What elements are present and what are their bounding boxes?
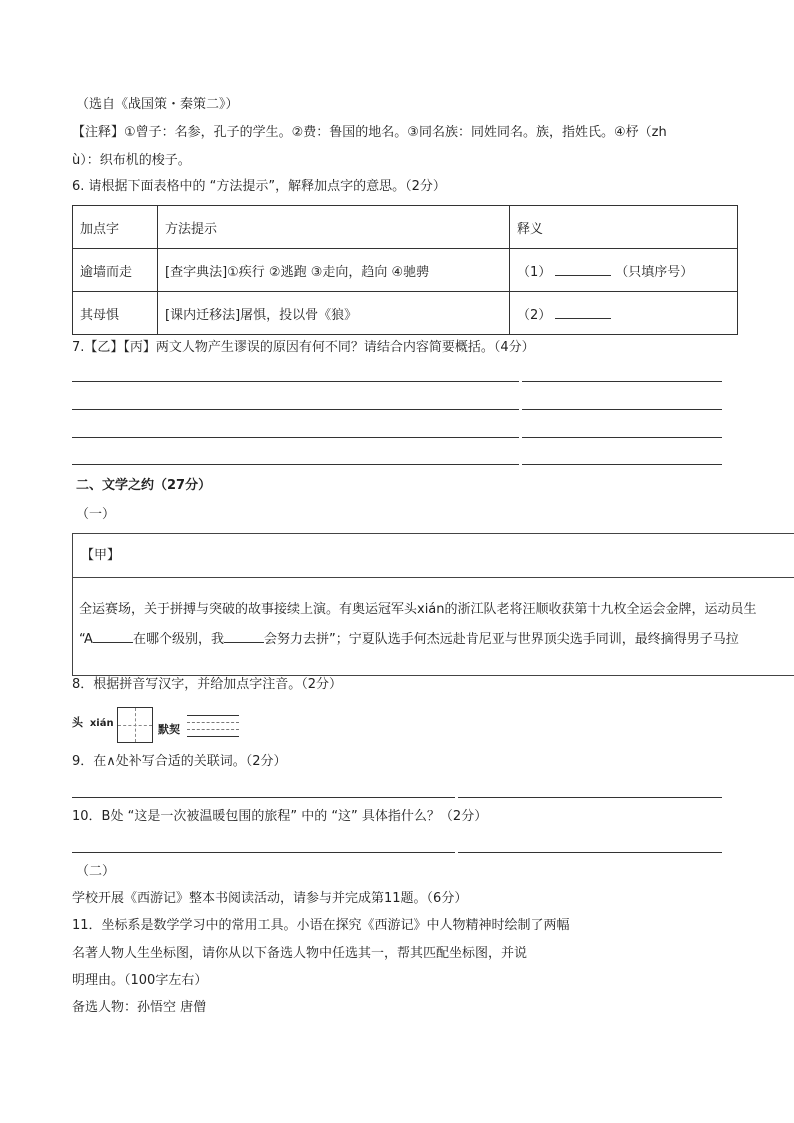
header-word: 加点字 — [73, 206, 158, 249]
part-label-1: （一） — [76, 507, 116, 522]
passage-text-2b: 在哪个级别，我 — [132, 632, 224, 647]
pinyin-text: xián — [89, 718, 114, 729]
answer-line[interactable] — [72, 437, 519, 438]
source-citation: （选自《战国策・秦策二》） — [76, 97, 239, 112]
answer-line[interactable] — [522, 437, 722, 438]
character-writing-box[interactable] — [117, 707, 153, 743]
row-word: 其母惧 — [73, 292, 158, 335]
pinyin-prompt — [72, 714, 114, 730]
passage-line-1 — [79, 598, 757, 617]
question-11-line-2: 名著人物人生坐标图，请你从以下备选人物中任选其一，帮其匹配坐标图，并说 — [72, 946, 528, 961]
passage-jia-box — [72, 533, 794, 676]
reading-activity-intro: 学校开展《西游记》整本书阅读活动，请参与并完成第11题。（6分） — [72, 891, 468, 906]
answer-line[interactable] — [72, 409, 519, 410]
answer-line[interactable] — [522, 381, 722, 382]
passage-text-2c: 会努力去拼”；宁夏队选手何杰远赴肯尼亚与世界顶尖选手同训，最终摘得男子马拉 — [263, 632, 739, 647]
question-10-prompt: 10．B处 “这是一次被温暖包围的旅程” 中的 “这” 具体指什么？（2分） — [72, 809, 488, 824]
annotation-line-1: 【注释】①曾子：名参，孔子的学生。②费：鲁国的地名。③同名族：同姓同名。族，指姓氏。④杼（zh — [72, 125, 667, 140]
row-method: [查字典法]①疾行 ②逃跑 ③走向，趋向 ④驰骋 — [158, 249, 510, 292]
box-divider — [73, 577, 794, 578]
pinyin-line[interactable] — [187, 736, 239, 738]
answer-line[interactable] — [72, 381, 519, 382]
passage-line-2 — [79, 628, 739, 647]
answer-blank-2[interactable] — [555, 306, 611, 319]
answer-blank-1[interactable] — [555, 263, 611, 276]
method-hint-table — [72, 205, 738, 335]
header-meaning: 释义 — [510, 206, 738, 249]
header-method: 方法提示 — [158, 206, 510, 249]
table-row — [73, 249, 738, 292]
answer-line[interactable] — [72, 464, 519, 465]
row-answer[interactable] — [510, 249, 738, 292]
answer-line[interactable] — [458, 797, 722, 798]
answer-hint: （只填序号） — [615, 264, 694, 280]
answer-line[interactable] — [522, 464, 722, 465]
table-row — [73, 292, 738, 335]
question-7-prompt: 7.【乙】【丙】两文人物产生谬误的原因有何不同？请结合内容简要概括。（4分） — [72, 340, 535, 355]
passage-label: 【甲】 — [81, 548, 121, 563]
question-11-line-3: 明理由。（100字左右） — [72, 973, 208, 988]
part-label-2: （二） — [76, 864, 116, 879]
answer-line[interactable] — [72, 797, 455, 798]
table-header-row — [73, 206, 738, 249]
blank-a[interactable] — [93, 630, 133, 643]
row-word: 逾墙而走 — [73, 249, 158, 292]
answer-line[interactable] — [458, 852, 722, 853]
row-method: [课内迁移法]屠惧，投以骨《狼》 — [158, 292, 510, 335]
annotation-line-2: ù）：织布机的梭子。 — [72, 153, 191, 168]
question-6-prompt: 6. 请根据下面表格中的 “方法提示”，解释加点字的意思。（2分） — [72, 179, 446, 194]
pinyin-line[interactable] — [187, 729, 239, 731]
passage-text-1: 全运赛场，关于拼搏与突破的故事接续上演。有奥运冠军头xián的浙江队老将汪顺收获第十九枚全运会金牌，运动员生 — [79, 602, 757, 617]
answer-line[interactable] — [72, 852, 455, 853]
passage-text-2a: “A — [79, 632, 93, 647]
word-moqi: 默契 — [158, 723, 180, 736]
answer-line[interactable] — [522, 409, 722, 410]
blank-caret[interactable] — [224, 630, 264, 643]
question-11-line-1: 11．坐标系是数学学习中的常用工具。小语在探究《西游记》中人物精神时绘制了两幅 — [72, 918, 570, 933]
question-9-prompt: 9．在∧处补写合适的关联词。（2分） — [72, 754, 287, 769]
question-8-prompt: 8．根据拼音写汉字，并给加点字注音。（2分） — [72, 677, 343, 692]
row-answer[interactable] — [510, 292, 738, 335]
answer-number: （1） — [517, 264, 552, 280]
tou-char: 头 — [72, 716, 83, 729]
section-title: 二、文学之约（27分） — [76, 478, 212, 493]
pinyin-line[interactable] — [187, 722, 239, 724]
question-11-line-4: 备选人物：孙悟空 唐僧 — [72, 1000, 207, 1015]
answer-number: （2） — [517, 307, 552, 323]
pinyin-line[interactable] — [187, 715, 239, 717]
